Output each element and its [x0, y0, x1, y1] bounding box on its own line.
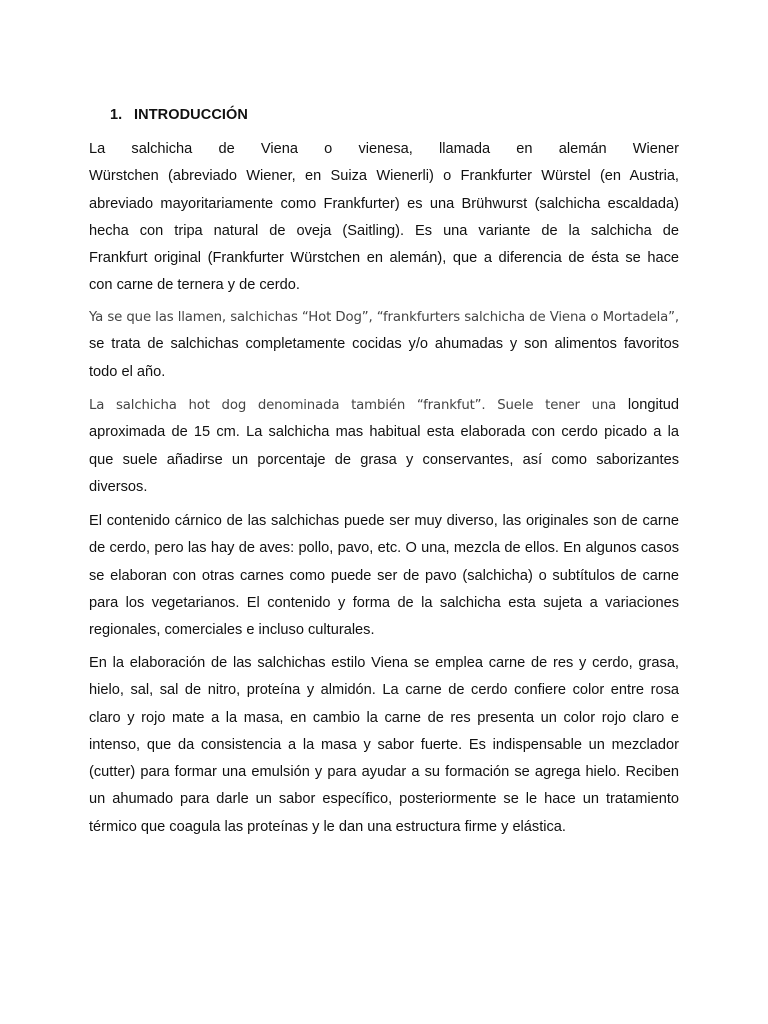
paragraph-lead-line — [89, 392, 679, 419]
paragraph-line: (cutter) para formar una emulsión y para ayudar a su formación se agrega hielo. Reciben — [89, 764, 679, 781]
section-title: INTRODUCCIÓN — [134, 107, 248, 123]
paragraph-line: se trata de salchichas completamente cocidas y/o ahumadas y son alimentos favoritos — [89, 336, 679, 353]
paragraph-line: Frankfurt original (Frankfurter Würstchen en alemán), que a diferencia de ésta se hace — [89, 250, 679, 267]
paragraph-line: claro y rojo mate a la masa, en cambio la carne de res presenta un color rojo claro e — [89, 709, 679, 726]
paragraph-lead-tail: longitud — [627, 397, 680, 413]
paragraph-line: hecha con tripa natural de oveja (Saitling). Es una variante de la salchicha de — [89, 222, 679, 239]
paragraph-meat-content — [89, 508, 679, 644]
section-heading — [110, 107, 248, 123]
paragraph-line: regionales, comerciales e incluso culturales. — [89, 622, 375, 639]
paragraph-line: un ahumado para darle un sabor específico, posteriormente se le hace un tratamiento — [89, 791, 679, 808]
paragraph-line: intenso, que da consistencia a la masa y sabor fuerte. Es indispensable un mezclador — [89, 736, 679, 753]
paragraph-lead-text: La salchicha hot dog denominada también “frankfut”. Suele tener una — [89, 398, 617, 413]
paragraph-line: hielo, sal, sal de nitro, proteína y almidón. La carne de cerdo confiere color entre rosa — [89, 682, 679, 699]
paragraph-line: Würstchen (abreviado Wiener, en Suiza Wienerli) o Frankfurter Würstel (en Austria, — [89, 168, 679, 185]
paragraph-line: todo el año. — [89, 363, 166, 380]
paragraph-elaboration — [89, 650, 679, 841]
paragraph-viena-definition — [89, 136, 679, 300]
paragraph-line: se elaboran con otras carnes como puede ser de pavo (salchicha) o subtítulos de carne — [89, 567, 679, 584]
paragraph-line: La salchicha de Viena o vienesa, llamada en alemán Wiener — [89, 141, 679, 157]
paragraph-line: que suele añadirse un porcentaje de grasa y conservantes, así como saborizantes — [89, 451, 679, 468]
paragraph-line: abreviado mayoritariamente como Frankfurter) es una Brühwurst (salchicha escaldada) — [89, 195, 679, 212]
paragraph-hot-dog-names — [89, 304, 679, 386]
paragraph-line: diversos. — [89, 478, 148, 495]
paragraph-lead-line: Ya se que las llamen, salchichas “Hot Dog”, “frankfurters salchicha de Viena o Mortadela”, — [89, 310, 679, 325]
paragraph-line: El contenido cárnico de las salchichas puede ser muy diverso, las originales son de carne — [89, 513, 679, 529]
section-number: 1. — [110, 107, 123, 123]
paragraph-frankfut-length — [89, 392, 679, 501]
paragraph-line: térmico que coagula las proteínas y le dan una estructura firme y elástica. — [89, 818, 566, 835]
paragraph-line: En la elaboración de las salchichas estilo Viena se emplea carne de res y cerdo, grasa, — [89, 655, 679, 671]
paragraph-line: para los vegetarianos. El contenido y forma de la salchicha esta sujeta a variaciones — [89, 594, 679, 611]
paragraph-line: aproximada de 15 cm. La salchicha mas habitual esta elaborada con cerdo picado a la — [89, 424, 679, 441]
paragraph-line: con carne de ternera y de cerdo. — [89, 277, 300, 294]
paragraph-line: de cerdo, pero las hay de aves: pollo, pavo, etc. O una, mezcla de ellos. En algunos casos — [89, 540, 679, 557]
